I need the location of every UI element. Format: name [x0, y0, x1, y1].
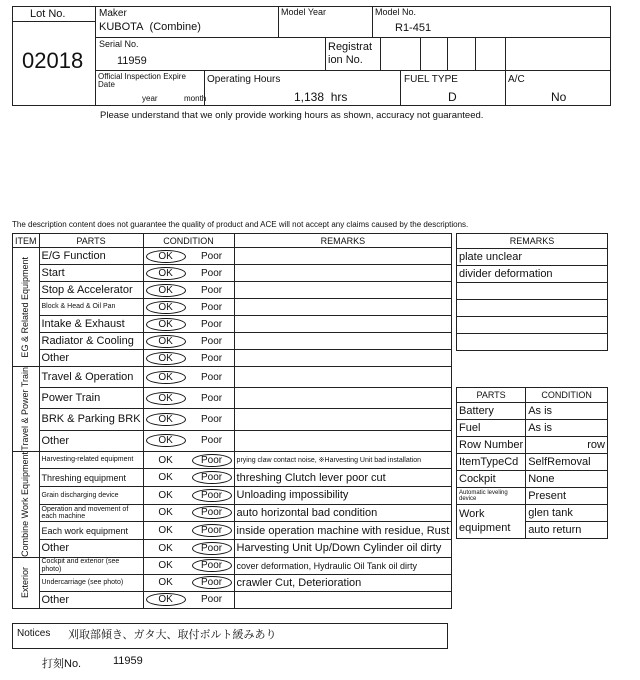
col-divider-reg	[325, 37, 326, 70]
condition-cell	[143, 504, 234, 522]
col-remarks: REMARKS	[234, 234, 452, 248]
lot-value: 02018	[22, 48, 84, 73]
part-cell: Travel & Operation	[39, 367, 143, 388]
ok-mark: OK	[158, 489, 173, 501]
poor-mark: Poor	[192, 454, 232, 467]
table-row	[13, 591, 452, 608]
ok-mark: OK	[146, 413, 186, 426]
row-divider-1	[95, 37, 611, 38]
remark-cell: inside operation machine with residue, Rust	[234, 522, 452, 540]
side-cond: SelfRemoval	[526, 454, 608, 471]
part-cell: Stop & Accelerator	[39, 282, 143, 299]
poor-mark: Poor	[192, 559, 232, 572]
part-cell: Operation and movement of each machine	[39, 504, 143, 522]
table-row	[13, 248, 452, 265]
remark-cell: crawler Cut, Deterioration	[234, 574, 452, 591]
side-cond: As is	[526, 403, 608, 420]
remark-cell: auto horizontal bad condition	[234, 504, 452, 522]
ok-mark: OK	[158, 560, 173, 572]
row-divider-2	[95, 70, 611, 71]
poor-mark: Poor	[200, 352, 223, 364]
remark-cell: Harvesting Unit Up/Down Cylinder oil dirty	[234, 539, 452, 557]
notices-text: 刈取部傾き、ガタ大、取付ボルト緩みあり	[68, 629, 277, 641]
ok-mark: OK	[158, 525, 173, 537]
remark-cell: Unloading impossibility	[234, 486, 452, 504]
group-label: EG & Related Equipment	[19, 256, 30, 358]
ok-mark: OK	[146, 250, 186, 263]
ok-mark: OK	[158, 472, 173, 484]
ok-mark: OK	[158, 507, 173, 519]
lot-label: Lot No.	[30, 8, 66, 20]
side-part: Automatic leveling device	[457, 488, 526, 505]
col-divider-reg6	[505, 37, 506, 70]
side-remark	[457, 334, 608, 351]
condition-cell	[143, 299, 234, 316]
condition-cell	[143, 367, 234, 388]
side-part: Row Number	[457, 437, 526, 454]
table-row	[13, 316, 452, 333]
side-remark	[457, 317, 608, 334]
part-cell: Intake & Exhaust	[39, 316, 143, 333]
disclaimer: The description content does not guarantee the quality of product and ACE will not accept any claims caused by the descriptions.	[12, 220, 469, 229]
condition-table	[12, 233, 452, 609]
poor-mark: Poor	[192, 524, 232, 537]
remark-cell	[234, 388, 452, 409]
side-part: Fuel	[457, 420, 526, 437]
ok-mark: OK	[146, 267, 186, 280]
poor-mark: Poor	[200, 335, 223, 347]
col-divider-model-year	[278, 6, 279, 37]
side-remarks-table	[456, 233, 608, 351]
col-divider-reg5	[475, 37, 476, 70]
ok-mark: OK	[146, 434, 186, 447]
remark-cell	[234, 591, 452, 608]
group-label: Combine Work Equipment	[19, 451, 30, 557]
ok-mark: OK	[146, 392, 186, 405]
condition-cell	[143, 282, 234, 299]
remark-cell	[234, 316, 452, 333]
side-cond: As is	[526, 420, 608, 437]
col-divider-reg2	[380, 37, 381, 70]
model-year-label: Model Year	[281, 7, 327, 17]
poor-mark: Poor	[192, 471, 232, 484]
inspection-label: Official Inspection Expire Date	[98, 72, 186, 90]
group-label: Travel & Power Train	[19, 367, 30, 451]
side-cond: row	[526, 437, 608, 454]
group-cell	[13, 367, 40, 452]
poor-mark: Poor	[192, 506, 232, 519]
condition-cell	[143, 430, 234, 451]
table-row	[13, 486, 452, 504]
table-row	[13, 539, 452, 557]
side-remark	[457, 300, 608, 317]
condition-cell	[143, 333, 234, 350]
side-part: ItemTypeCd	[457, 454, 526, 471]
table-row	[13, 574, 452, 591]
ok-mark: OK	[146, 284, 186, 297]
ac-value: No	[551, 90, 567, 104]
col-item: ITEM	[13, 234, 40, 248]
side-cond: None	[526, 471, 608, 488]
remark-cell	[234, 430, 452, 451]
table-row	[13, 451, 452, 469]
part-cell: Start	[39, 265, 143, 282]
serial-value: 11959	[117, 55, 147, 67]
condition-cell	[143, 409, 234, 430]
part-cell: Undercarriage (see photo)	[39, 574, 143, 591]
col-divider-hours	[204, 70, 205, 106]
table-row	[13, 522, 452, 540]
ok-mark: OK	[146, 318, 186, 331]
condition-cell	[143, 316, 234, 333]
poor-mark: Poor	[200, 318, 223, 330]
remark-cell	[234, 282, 452, 299]
remark-cell	[234, 367, 452, 388]
ok-mark: OK	[146, 352, 186, 365]
part-cell: Each work equipment	[39, 522, 143, 540]
part-cell: BRK & Parking BRK	[39, 409, 143, 430]
remark-cell	[234, 299, 452, 316]
group-cell	[13, 557, 40, 608]
ok-mark: OK	[146, 593, 186, 606]
maker-value: KUBOTA (Combine)	[99, 21, 201, 33]
ok-mark: OK	[146, 335, 186, 348]
col-divider-reg3	[420, 37, 421, 70]
poor-mark: Poor	[200, 284, 223, 296]
poor-mark: Poor	[200, 594, 223, 606]
poor-mark: Poor	[200, 392, 223, 404]
ok-mark: OK	[146, 301, 186, 314]
poor-mark: Poor	[200, 250, 223, 262]
col-divider-reg4	[447, 37, 448, 70]
side-parts-table	[456, 387, 608, 539]
col-divider-model-no	[372, 6, 373, 37]
notices-label: Notices	[17, 628, 51, 639]
condition-cell	[143, 350, 234, 367]
serial-label: Serial No.	[99, 39, 139, 49]
side-remark: plate unclear	[457, 249, 608, 266]
col-condition: CONDITION	[143, 234, 234, 248]
table-row	[13, 409, 452, 430]
poor-mark: Poor	[200, 371, 223, 383]
condition-cell	[143, 469, 234, 487]
registration-label: Registrat ion No.	[328, 41, 373, 67]
poor-mark: Poor	[192, 489, 232, 502]
condition-cell	[143, 265, 234, 282]
condition-cell	[143, 574, 234, 591]
part-cell: Other	[39, 430, 143, 451]
part-cell: Other	[39, 350, 143, 367]
poor-mark: Poor	[200, 413, 223, 425]
part-cell: Other	[39, 591, 143, 608]
maker-label: Maker	[99, 8, 127, 19]
fuel-value: D	[448, 90, 457, 104]
side-remark: divider deformation	[457, 266, 608, 283]
fuel-label: FUEL TYPE	[404, 74, 458, 85]
table-row	[13, 557, 452, 574]
model-no-value: R1-451	[395, 22, 432, 34]
remark-cell: threshing Clutch lever poor cut	[234, 469, 452, 487]
remark-cell	[234, 333, 452, 350]
poor-mark: Poor	[200, 435, 223, 447]
side-part: Cockpit	[457, 471, 526, 488]
part-cell: Cockpit and exterior (see photo)	[39, 557, 143, 574]
part-cell: Radiator & Cooling	[39, 333, 143, 350]
side-cond: glen tank	[526, 505, 608, 522]
part-cell: E/G Function	[39, 248, 143, 265]
table-row	[13, 282, 452, 299]
month-label: month	[184, 94, 207, 103]
group-cell	[13, 451, 40, 557]
remark-cell	[234, 248, 452, 265]
ok-mark: OK	[158, 542, 173, 554]
table-row	[13, 299, 452, 316]
condition-cell	[143, 591, 234, 608]
condition-cell	[143, 539, 234, 557]
part-cell: Grain discharging device	[39, 486, 143, 504]
part-cell: Block & Head & Oil Pan	[39, 299, 143, 316]
remark-cell	[234, 409, 452, 430]
table-row	[13, 388, 452, 409]
remark-cell: cover deformation, Hydraulic Oil Tank oil dirty	[234, 557, 452, 574]
condition-cell	[143, 451, 234, 469]
side-part: Work equipment	[457, 505, 526, 539]
condition-cell	[143, 248, 234, 265]
table-row	[13, 504, 452, 522]
ok-mark: OK	[146, 371, 186, 384]
condition-cell	[143, 486, 234, 504]
ac-label: A/C	[508, 74, 525, 85]
model-no-label: Model No.	[375, 7, 417, 17]
ok-mark: OK	[158, 577, 173, 589]
part-cell: Power Train	[39, 388, 143, 409]
group-cell	[13, 248, 40, 367]
col-parts: PARTS	[39, 234, 143, 248]
side-parts-header: PARTS	[457, 388, 526, 403]
remark-cell: prying claw contact noise, ※Harvesting Unit bad installation	[234, 451, 452, 469]
poor-mark: Poor	[200, 301, 223, 313]
table-row	[13, 430, 452, 451]
side-remark	[457, 283, 608, 300]
side-cond: Present	[526, 488, 608, 505]
side-condition-header: CONDITION	[526, 388, 608, 403]
col-divider-fuel	[400, 70, 401, 106]
side-part: Battery	[457, 403, 526, 420]
part-cell: Threshing equipment	[39, 469, 143, 487]
remark-cell	[234, 265, 452, 282]
part-cell: Harvesting-related equipment	[39, 451, 143, 469]
ok-mark: OK	[158, 454, 173, 466]
side-cond: auto return	[526, 522, 608, 539]
col-divider-ac	[505, 70, 506, 106]
condition-cell	[143, 557, 234, 574]
stamp-label: 打刻No.	[42, 658, 82, 670]
table-row	[13, 333, 452, 350]
side-remarks-header: REMARKS	[457, 234, 608, 249]
condition-cell	[143, 388, 234, 409]
part-cell: Other	[39, 539, 143, 557]
poor-mark: Poor	[200, 267, 223, 279]
poor-mark: Poor	[192, 576, 232, 589]
year-label: year	[142, 94, 158, 103]
table-row	[13, 469, 452, 487]
group-label: Exterior	[19, 567, 30, 599]
accuracy-note: Please understand that we only provide working hours as shown, accuracy not guaranteed.	[100, 110, 484, 121]
remark-cell	[234, 350, 452, 367]
hours-label: Operating Hours	[207, 74, 281, 85]
table-row	[13, 367, 452, 388]
poor-mark: Poor	[192, 542, 232, 555]
hours-value: 1,138 hrs	[294, 90, 348, 104]
condition-cell	[143, 522, 234, 540]
table-row	[13, 350, 452, 367]
stamp-value: 11959	[113, 655, 143, 667]
table-row	[13, 265, 452, 282]
